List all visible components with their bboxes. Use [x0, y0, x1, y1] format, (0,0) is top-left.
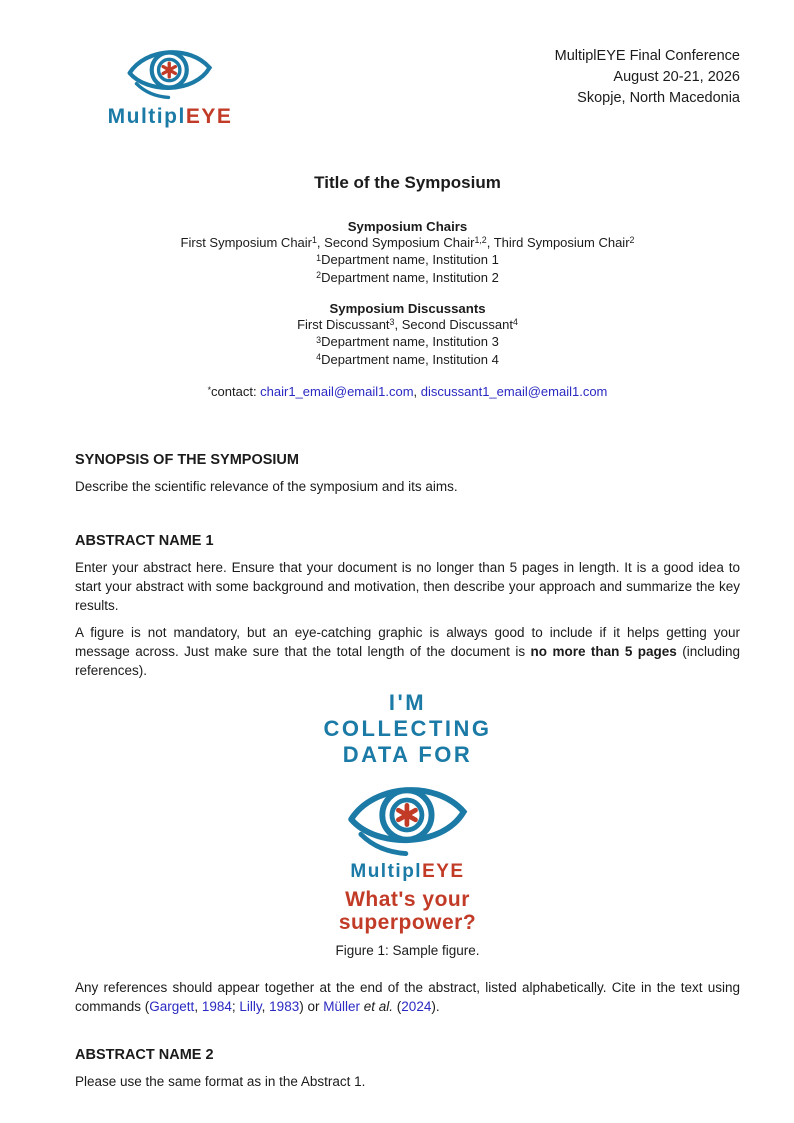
abstract2-body: Please use the same format as in the Abstract 1.: [75, 1074, 366, 1089]
text-segment: First Discussant: [297, 316, 390, 332]
text-segment: 3: [316, 334, 322, 345]
multipleye-logo: [95, 38, 245, 129]
chairs-section: [75, 219, 740, 287]
contact-line: [75, 384, 740, 399]
link-text[interactable]: 2024: [401, 999, 432, 1014]
conference-name: MultiplEYE Final Conference: [554, 48, 740, 64]
synopsis-body: Describe the scientific relevance of the symposium and its aims.: [75, 479, 458, 494]
link-text[interactable]: Gargett: [149, 999, 195, 1014]
abstract1-section: [75, 533, 740, 680]
multipleye-sticker: [324, 690, 492, 934]
text-segment: First Symposium Chair: [180, 234, 312, 250]
discussants-section: [75, 301, 740, 369]
text-segment: , Second Discussant: [394, 316, 513, 332]
link-text[interactable]: discussant1_email@email1.com: [420, 384, 608, 399]
references-paragraph: [75, 978, 740, 1016]
abstract2-heading: ABSTRACT NAME 2: [75, 1047, 214, 1063]
text-segment: , Third Symposium Chair: [486, 234, 630, 250]
multipleye-eye-icon: [124, 38, 216, 102]
text-segment: Any references should appear together at the end of the abstract, listed alphabetically. Cite in the text using commands (: [75, 980, 740, 1014]
text-segment: , Second Symposium Chair: [316, 234, 475, 250]
sticker-text-eye: EYE: [422, 861, 465, 882]
chairs-heading: Symposium Chairs: [347, 219, 468, 234]
text-segment: 4: [512, 317, 518, 328]
text-segment: 1: [316, 252, 322, 263]
abstract1-heading: ABSTRACT NAME 1: [75, 533, 214, 549]
synopsis-section: [75, 452, 740, 496]
link-text[interactable]: Müller: [323, 999, 360, 1014]
text-segment: 3: [389, 317, 395, 328]
discussants-affiliation-3: [75, 334, 740, 352]
chairs-authors-line: [75, 235, 740, 253]
tagline-line-2: superpower?: [338, 911, 477, 934]
link-text[interactable]: 1984: [201, 999, 232, 1014]
text-segment: et al.: [363, 999, 394, 1014]
synopsis-heading: SYNOPSIS OF THE SYMPOSIUM: [75, 452, 299, 468]
abstract1-paragraph-2: [75, 623, 740, 680]
text-segment: 2: [316, 270, 322, 281]
text-segment: A figure is not mandatory, but an eye-catching graphic is always good to include if it helps getting your message across. Just make sure that the total length of the document is: [75, 625, 740, 659]
text-segment: ,: [194, 999, 202, 1014]
sticker-text-multipl: Multipl: [350, 861, 423, 882]
text-segment: Department name, Institution 2: [321, 269, 499, 285]
abstract2-section: [75, 1047, 740, 1091]
text-segment: *: [207, 384, 212, 395]
text-segment: (including references).: [75, 644, 740, 678]
sticker-eye-wrap: [324, 770, 492, 860]
text-segment: ;: [231, 999, 240, 1014]
link-text[interactable]: chair1_email@email1.com: [260, 384, 414, 399]
figure-caption: Figure 1: Sample figure.: [335, 943, 480, 958]
multipleye-eye-icon: [342, 770, 474, 860]
chairs-affiliation-1: [75, 252, 740, 270]
conference-info: [555, 38, 740, 109]
text-segment: ).: [431, 999, 440, 1014]
page-title: Title of the Symposium: [314, 173, 501, 192]
text-segment: 1: [312, 235, 317, 246]
text-segment: (: [393, 999, 402, 1014]
link-text[interactable]: 1983: [269, 999, 300, 1014]
text-segment: Department name, Institution 1: [321, 252, 499, 267]
discussants-authors-line: [75, 317, 740, 335]
text-segment: no more than 5 pages: [530, 644, 677, 659]
sticker-line-2: COLLECTING: [323, 716, 492, 741]
logo-wordmark: [95, 105, 245, 129]
conference-dates: August 20-21, 2026: [613, 69, 740, 85]
document-header: [75, 38, 740, 129]
discussants-affiliation-4: [75, 352, 740, 370]
tagline-line-1: What's your: [345, 888, 470, 911]
conference-location: Skopje, North Macedonia: [577, 90, 740, 106]
text-segment: Department name, Institution 4: [321, 351, 499, 367]
text-segment: 4: [316, 352, 322, 363]
sticker-line-3: DATA FOR: [342, 742, 473, 767]
text-segment: ) or: [299, 999, 324, 1014]
text-segment: contact:: [211, 384, 261, 399]
abstract1-paragraph-1: Enter your abstract here. Ensure that your document is no longer than 5 pages in length. It is a good idea to start your abstract with some background and motivation, then describe your approach and summarize the key results.: [75, 560, 740, 613]
sample-figure: [75, 690, 740, 958]
discussants-heading: Symposium Discussants: [329, 301, 486, 316]
text-segment: 1,2: [474, 235, 487, 246]
text-segment: ,: [413, 384, 421, 399]
sticker-wordmark: [324, 861, 492, 883]
link-text[interactable]: Lilly: [239, 999, 262, 1014]
text-segment: ,: [261, 999, 270, 1014]
logo-text-eye: EYE: [185, 105, 233, 128]
text-segment: 2: [629, 235, 635, 246]
sticker-tagline: [324, 888, 492, 934]
chairs-affiliation-2: [75, 270, 740, 288]
text-segment: Department name, Institution 3: [321, 334, 499, 349]
sticker-line-1: I'M: [388, 690, 427, 715]
logo-text-multipl: Multipl: [107, 105, 186, 128]
